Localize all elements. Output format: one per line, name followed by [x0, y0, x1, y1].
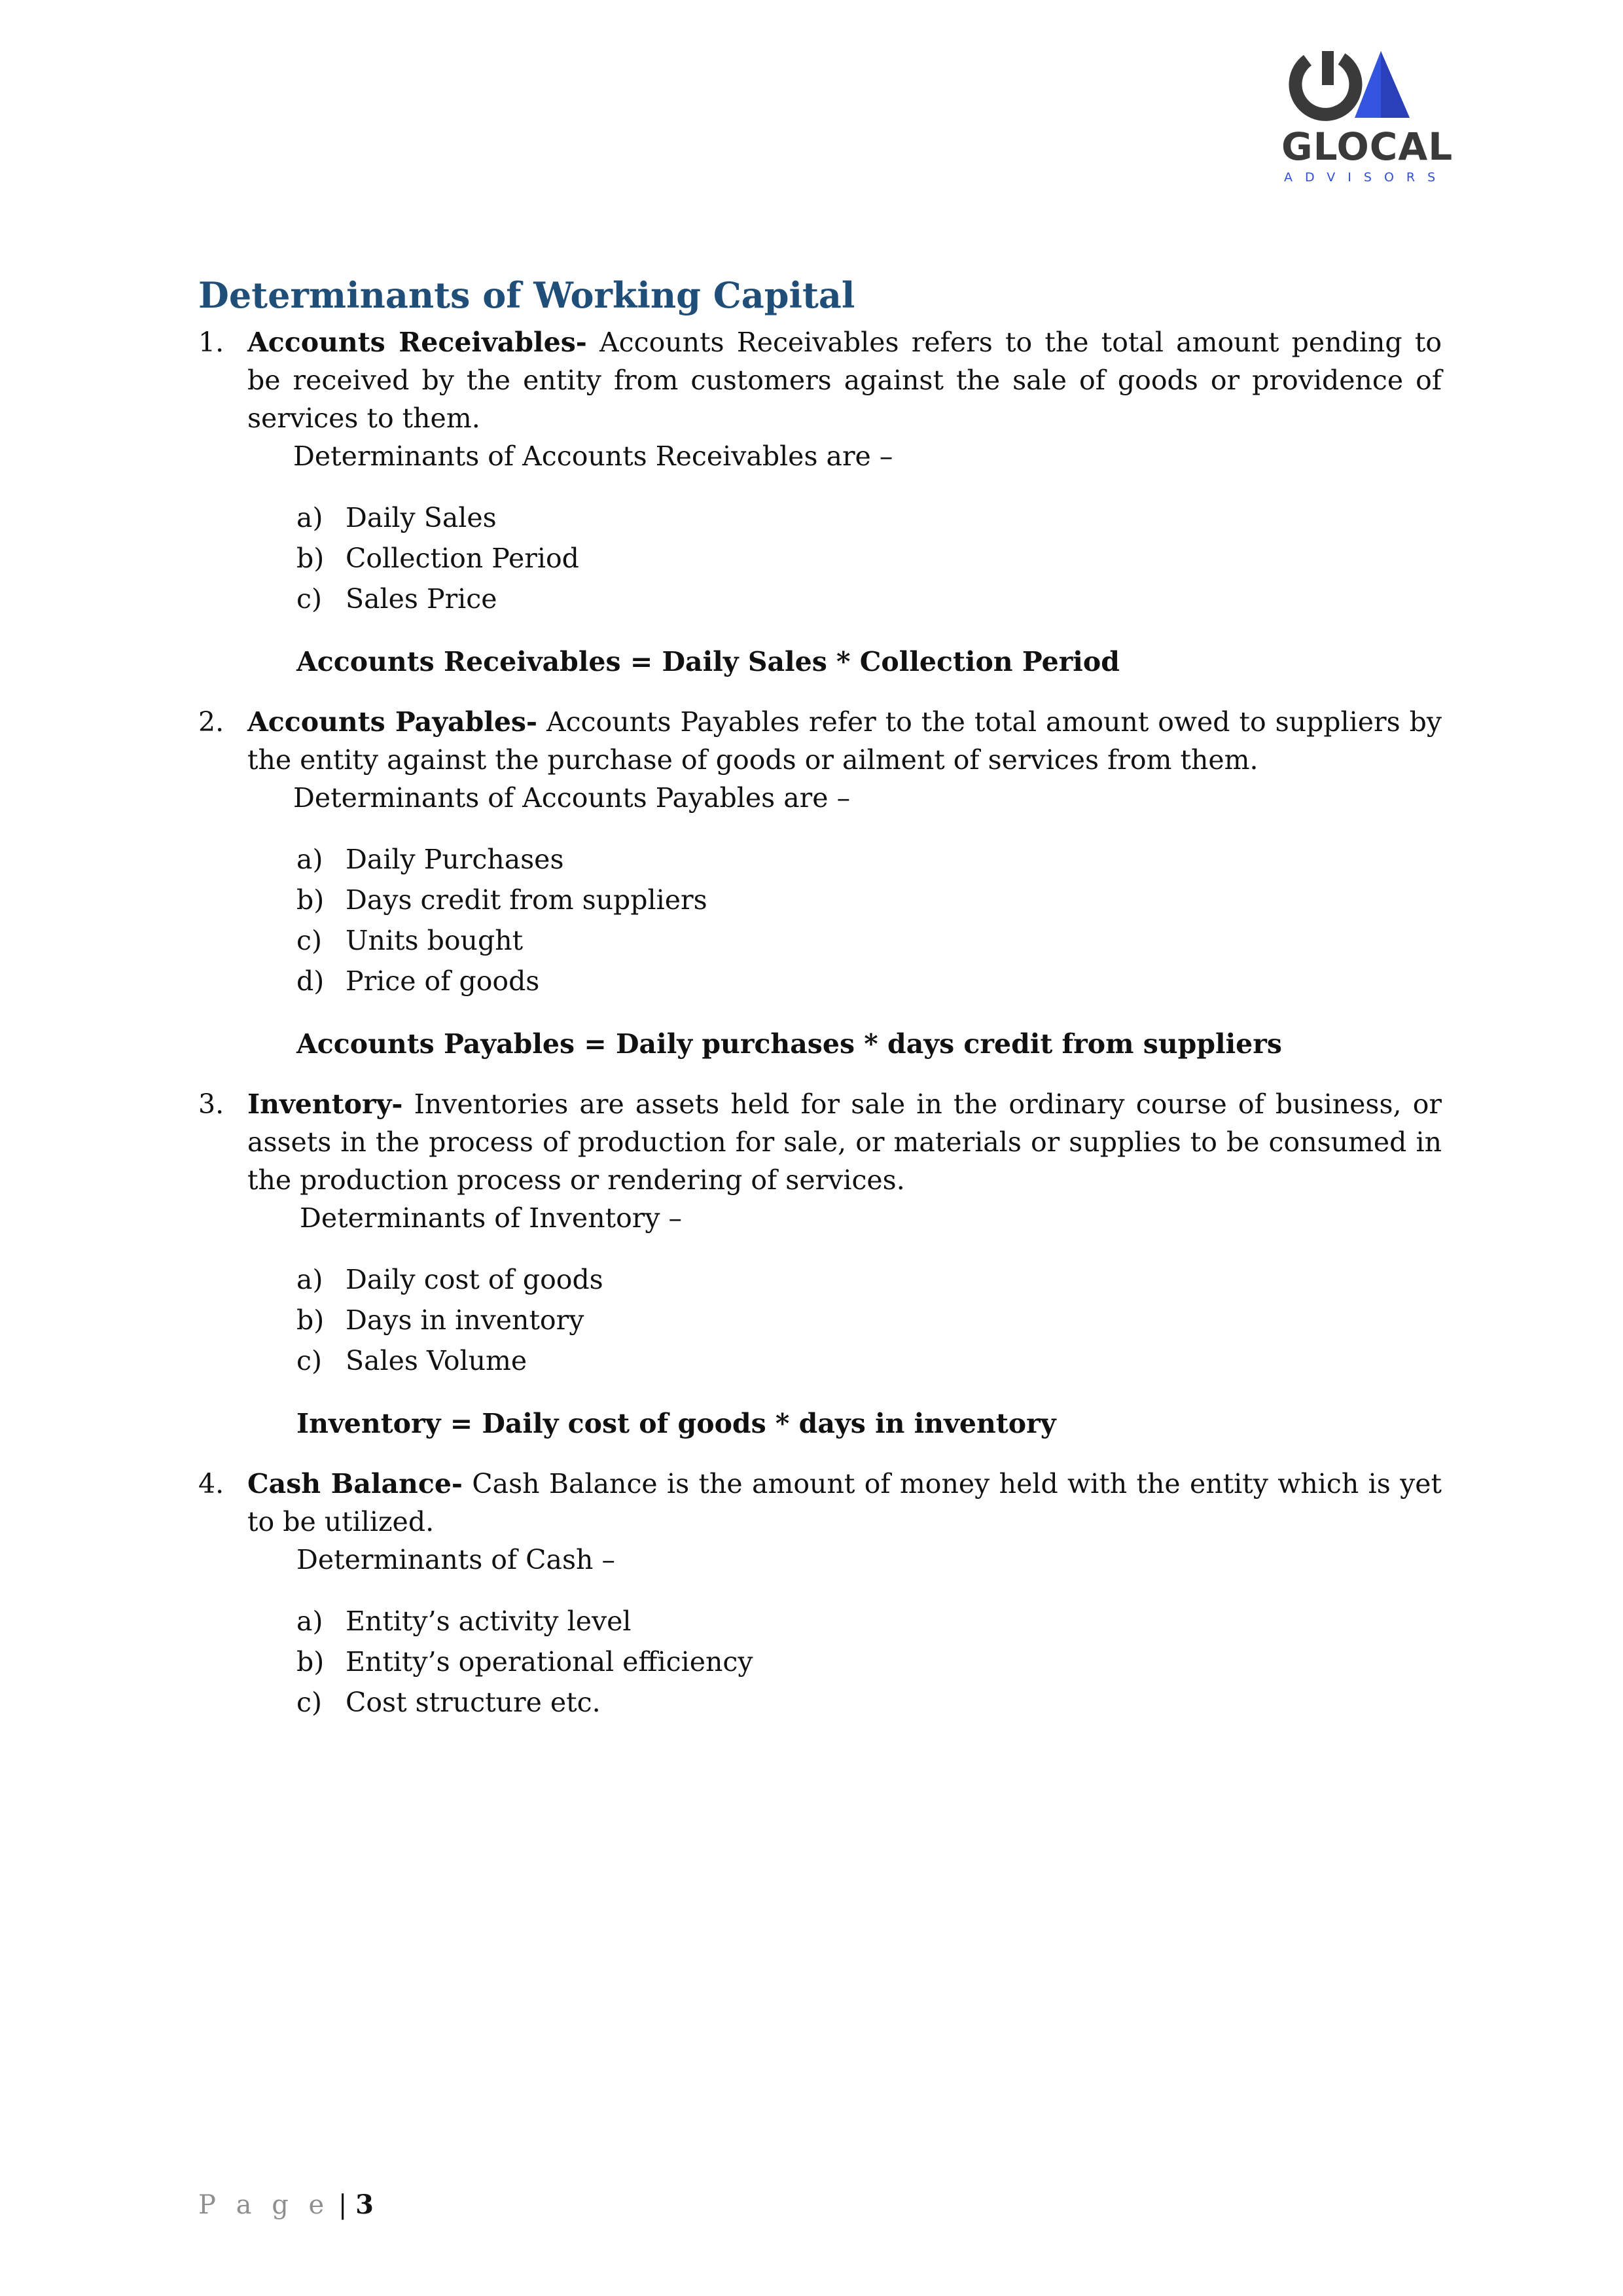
list-item [296, 839, 1442, 880]
section-definition [247, 703, 1442, 779]
section-inventory [198, 1085, 1442, 1443]
list-item [296, 1682, 1442, 1723]
section-definition [247, 1085, 1442, 1199]
section-number: 2. [198, 706, 224, 738]
section-definition [247, 1465, 1442, 1541]
list-marker: b) [296, 884, 325, 916]
list-item-text: Days credit from suppliers [346, 884, 707, 916]
list-item [296, 920, 1442, 961]
list-item [296, 880, 1442, 920]
list-item [296, 538, 1442, 579]
logo-tagline: ADVISORS [1284, 170, 1448, 185]
list-item-text: Daily Sales [346, 501, 497, 533]
section-number: 4. [198, 1467, 224, 1499]
determinants-list [198, 1259, 1442, 1381]
formula: Accounts Payables = Daily purchases * days credit from suppliers [296, 1028, 1282, 1060]
list-item-text: Sales Price [346, 583, 497, 615]
determinants-list [198, 497, 1442, 619]
section-definition [247, 323, 1442, 437]
logo-mark-icon [1281, 46, 1438, 124]
section-term: Accounts Payables- [247, 706, 538, 738]
section-definition-text: Cash Balance is the amount of money held with the entity which is yet to be utilized. [247, 1467, 1442, 1537]
page-number: 3 [355, 2189, 374, 2220]
list-item [296, 961, 1442, 1001]
list-item-text: Sales Volume [346, 1344, 527, 1376]
list-item [296, 497, 1442, 538]
list-item [296, 1340, 1442, 1381]
section-definition-text: Accounts Payables refer to the total amount owed to suppliers by the entity against the purchase of goods or ailment of services from them. [247, 706, 1442, 776]
determinants-intro: Determinants of Accounts Payables are – [293, 781, 851, 814]
list-marker: c) [296, 924, 322, 956]
determinants-intro: Determinants of Accounts Receivables are – [293, 440, 893, 472]
section-number: 1. [198, 326, 224, 358]
list-marker: a) [296, 1263, 323, 1295]
list-item-text: Entity’s operational efficiency [346, 1645, 753, 1677]
list-item [296, 1641, 1442, 1682]
section-number: 3. [198, 1088, 224, 1120]
determinants-list [198, 839, 1442, 1001]
list-item [296, 1259, 1442, 1300]
section-cash-balance [198, 1465, 1442, 1723]
page-label: P a g e [198, 2190, 330, 2220]
list-marker: d) [296, 965, 325, 997]
section-definition-text: Accounts Receivables refers to the total amount pending to be received by the entity from customers against the sale of goods or providence of services to them. [247, 326, 1442, 434]
list-marker: b) [296, 542, 325, 574]
section-accounts-payables [198, 703, 1442, 1063]
page-separator: | [330, 2190, 356, 2220]
list-item-text: Daily Purchases [346, 843, 564, 875]
list-item-text: Units bought [346, 924, 524, 956]
section-definition-text: Inventories are assets held for sale in the ordinary course of business, or assets in the process of production for sale, or materials or supplies to be consumed in the production process or rendering of services. [247, 1088, 1442, 1196]
list-marker: c) [296, 583, 322, 615]
formula: Inventory = Daily cost of goods * days in inventory [296, 1407, 1056, 1439]
section-term: Cash Balance- [247, 1467, 463, 1499]
section-accounts-receivables [198, 323, 1442, 681]
section-term: Inventory- [247, 1088, 403, 1120]
list-item [296, 1601, 1442, 1641]
list-item [296, 579, 1442, 619]
list-marker: c) [296, 1686, 322, 1718]
formula: Accounts Receivables = Daily Sales * Collection Period [296, 645, 1120, 677]
document-body [198, 274, 1442, 1723]
list-item-text: Price of goods [346, 965, 540, 997]
logo-wordmark: GLOCAL [1281, 124, 1454, 169]
section-term: Accounts Receivables- [247, 326, 587, 358]
list-item-text: Daily cost of goods [346, 1263, 603, 1295]
list-item-text: Entity’s activity level [346, 1605, 632, 1637]
determinants-intro: Determinants of Inventory – [300, 1202, 683, 1234]
list-item-text: Collection Period [346, 542, 579, 574]
page-footer [198, 2189, 374, 2220]
list-item [296, 1300, 1442, 1340]
list-item-text: Cost structure etc. [346, 1686, 601, 1718]
list-marker: a) [296, 1605, 323, 1637]
list-marker: a) [296, 501, 323, 533]
determinants-intro: Determinants of Cash – [296, 1543, 615, 1575]
page-title: Determinants of Working Capital [198, 274, 855, 316]
list-marker: b) [296, 1645, 325, 1677]
list-marker: a) [296, 843, 323, 875]
glocal-logo [1281, 46, 1454, 185]
list-marker: b) [296, 1304, 325, 1336]
list-marker: c) [296, 1344, 322, 1376]
list-item-text: Days in inventory [346, 1304, 584, 1336]
determinants-list [198, 1601, 1442, 1723]
